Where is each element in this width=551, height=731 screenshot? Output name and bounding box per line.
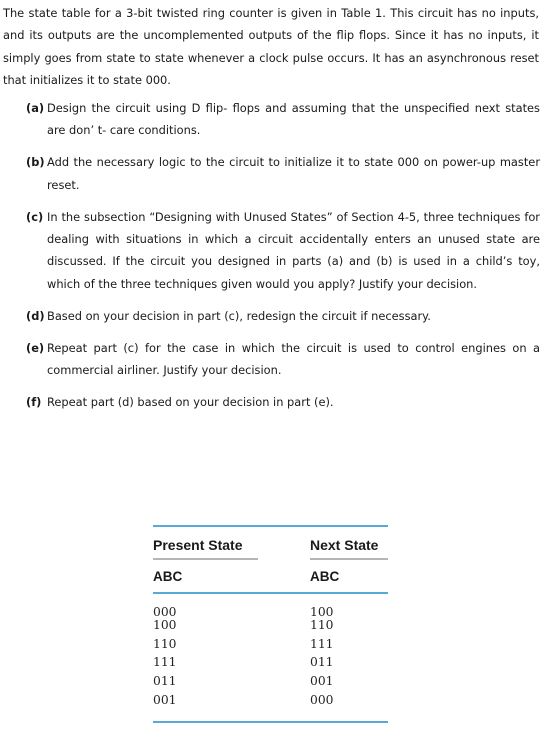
table-cell-next: 001: [310, 674, 334, 688]
part-label: (e): [26, 340, 45, 355]
table-cell-present: 011: [153, 674, 177, 688]
state-table: [153, 525, 388, 723]
subheader-present-abc: ABC: [153, 569, 183, 584]
part-label: (b): [26, 155, 45, 170]
header-next-state: Next State: [310, 537, 379, 553]
part-e: [26, 337, 540, 382]
table-cell-next: 111: [310, 637, 334, 651]
part-label: (d): [26, 308, 45, 323]
table-cell-present: 100: [153, 618, 177, 632]
header-divider-present: [153, 558, 258, 560]
part-text: Add the necessary logic to the circuit to initialize it to state 000 on power-up master reset.: [47, 155, 540, 192]
table-cell-present: 110: [153, 637, 177, 651]
table-cell-next: 000: [310, 693, 334, 707]
part-text: Based on your decision in part (c), redesign the circuit if necessary.: [47, 308, 431, 323]
part-d: [26, 305, 540, 327]
problem-parts: [26, 97, 540, 423]
table-cell-present: 111: [153, 655, 177, 669]
subheader-next-abc: ABC: [310, 569, 340, 584]
table-cell-present: 000: [153, 605, 177, 619]
part-text: Repeat part (c) for the case in which the circuit is used to control engines on a commercial airliner. Justify your decision.: [47, 340, 540, 378]
table-cell-next: 100: [310, 605, 334, 619]
part-a: [26, 97, 540, 142]
part-label: (a): [26, 101, 45, 115]
table-cell-next: 011: [310, 655, 334, 669]
table-cell-present: 001: [153, 693, 177, 707]
part-text: In the subsection “Designing with Unused States” of Section 4-5, three techniques for dealing with situations in which a circuit accidentally enters an unused state are discussed. If the circuit you designed in parts (a) and (b) is used in a child’s toy, which of the three techniques given would you apply? Justify your decision.: [47, 209, 540, 291]
part-b: [26, 151, 540, 196]
part-text: Repeat part (d) based on your decision in part (e).: [47, 395, 334, 410]
part-c: [26, 206, 540, 295]
table-top-rule: [153, 525, 388, 527]
part-label: (f): [26, 395, 42, 410]
part-text: Design the circuit using D flip- flops and assuming that the unspecified next states are don’ t- care conditions.: [47, 101, 540, 138]
header-present-state: Present State: [153, 537, 243, 553]
table-header-rule: [153, 592, 388, 594]
part-label: (c): [26, 209, 44, 224]
problem-intro: The state table for a 3-bit twisted ring counter is given in Table 1. This circuit has no inputs, and its outputs are the uncomplemented outputs of the flip flops. Since it has no inputs, it simply goes from state to state whenever a clock pulse occurs. It has an asynchronous reset that initializes it to state 000.: [3, 6, 539, 87]
header-divider-next: [310, 558, 388, 560]
table-bottom-rule: [153, 721, 388, 723]
table-cell-next: 110: [310, 618, 334, 632]
part-f: [26, 391, 540, 413]
